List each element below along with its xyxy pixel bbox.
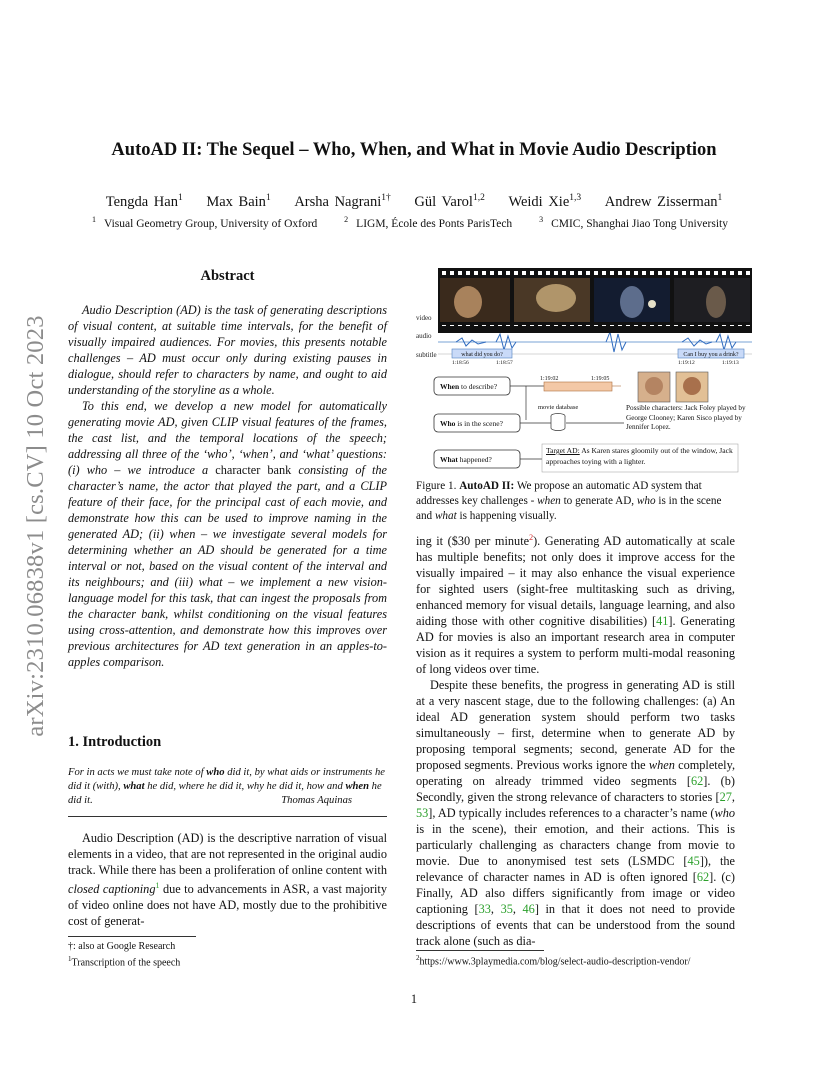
video-frames [440, 278, 750, 322]
citation-link[interactable]: 27 [719, 790, 732, 805]
subtitle-timestamp: 1:18:56 [452, 360, 469, 366]
subtitle-track-label: subtitle [416, 351, 437, 359]
page-number: 1 [410, 992, 418, 1006]
footnote-rule [68, 936, 196, 937]
target-ad: Target AD: As Karen stares gloomily out of the window, Jack approaches toying with a lighter. [546, 446, 733, 466]
section-heading-introduction: 1. Introduction [68, 734, 162, 750]
arxiv-sidebar [14, 286, 58, 766]
segment-end-time: 1:19:05 [591, 376, 610, 382]
intro-paragraph: Audio Description (AD) is the descriptive narration of visual elements in a video, that are not represented in the original audio track. While there has been a proliferation of online content with closed captioning$^1$ due to advancements in ASR, a vast majority of video online does not have AD, mostly due to the prohibitive cost of generat- [68, 831, 387, 929]
citation-link[interactable]: 62 [690, 774, 704, 789]
who-box [434, 404, 752, 438]
affiliation: $^2$ LIGM, École des Ponts ParisTech [344, 215, 513, 230]
abstract-heading: Abstract [200, 268, 255, 284]
subtitle-timestamp: 1:19:12 [678, 360, 695, 366]
footnote-rule [416, 950, 544, 951]
footnotes-left [68, 940, 387, 969]
movie-database-label: movie database [538, 404, 579, 411]
affiliation: $^1$ Visual Geometry Group, University of Oxford [92, 215, 318, 230]
abstract-paragraph: To this end, we develop a new model for automatically generating movie AD, given CLIP visual features of the frames, the cast list, and the temporal locations of the speech; addressing all three of the ‘who’, ‘when’, and ‘what’ questions: (i) who – we introduce a character bank consisting of the character’s name, the actor that played the part, and a CLIP feature of their face, for the principal cast of each movie, and demonstrate how this can be used to improve naming in the generated AD; (ii) when – we investigate several models for determining whether an AD should be generated for a time interval or not, based on the visual content of the interval and its neighbours; and (iii) what – we implement a new vision-language model for this task, that can ingest the proposals from the character bank, whilst conditioning on the visual features using cross-attention, and demonstrate how this improves over previous architectures for AD text generation in an apples-to-apples comparison. [68, 399, 388, 669]
subtitle-text: what did you do? [461, 352, 503, 358]
subtitle-timestamp: 1:18:57 [496, 360, 513, 366]
author: Arsha Nagrani$^{1\dagger}$ [294, 193, 391, 210]
svg-text:When to describe?: When to describe? [440, 382, 498, 391]
citation-link[interactable]: 46 [522, 902, 535, 917]
figure-1 [416, 268, 752, 474]
segment-start-time: 1:19:02 [540, 376, 559, 382]
subtitle-track [438, 349, 752, 366]
epigraph-author: Thomas Aquinas [281, 795, 352, 806]
footnote: †: also at Google Research [68, 941, 176, 952]
body-paragraph: ing it ($30 per minute$^2$). Generating AD automatically at scale has multiple benefits; not only does it improve access for the visually impaired – it may also enhance the visual experience for sighted users (sight-free multitasking such as driving, enhanced memory for visual details, language learning, and also aiding those with other cognitive disabilities) [41]. Generating AD for movies is also an important research area in computer vision as it requires a system to perform multi-modal reasoning of long videos over time. [416, 533, 736, 677]
intro-body [68, 830, 387, 929]
arxiv-id: arXiv:2310.06838v1 [cs.CV] 10 Oct 2023 [22, 315, 49, 737]
footnote-url[interactable]: https://www.3playmedia.com/blog/select-audio-description-vendor/ [419, 956, 691, 968]
citation-link[interactable]: 35 [500, 902, 513, 917]
citation-link[interactable]: 33 [478, 902, 491, 917]
affiliation: $^3$ CMIC, Shanghai Jiao Tong University [539, 215, 728, 230]
figure-caption: Figure 1. AutoAD II: We propose an automatic AD system that addresses key challenges - when to generate AD, who is in the scene and what is happening visually. [416, 480, 722, 522]
footnote: $^2$https://www.3playmedia.com/blog/select-audio-description-vendor/ [416, 954, 691, 968]
citation-link[interactable]: 41 [656, 614, 669, 629]
body-paragraph: Despite these benefits, the progress in generating AD is still at a very nascent stage, due to the following challenges: (a) An ideal AD generation system should perform two tasks simultaneously – first, determine when to generate AD by proposing temporal segments; second, generate AD for the proposed segments. Previous works ignore the when completely, operating on already trimmed video segments [62]. (b) Secondly, given the strong relevance of characters to stories [27, 53], AD typically includes references to a character’s name (who is in the scene), their emotion, and their actions. This is particularly challenging as characters change from movie to movie. Due to anonymised test sets (LSMDC [45]), the relevance of character names in AD is often ignored [62]. (c) Finally, AD also differs significantly from image or video captioning [33, 35, 46] in that it does not need to provide descriptions of events that can be understood from the sound track alone (such as dia- [416, 678, 736, 949]
author: Max Bain$^1$ [206, 193, 271, 210]
author-list [0, 193, 828, 211]
author: Gül Varol$^{1,2}$ [414, 193, 485, 210]
author: Andrew Zisserman$^1$ [604, 193, 723, 210]
right-column-body [416, 530, 735, 949]
predicted-ad-segment [544, 382, 612, 391]
film-strip [438, 268, 752, 332]
citation-link[interactable]: 53 [416, 806, 429, 821]
video-track-label: video [416, 314, 432, 322]
citation-link[interactable]: 45 [687, 854, 700, 869]
citation-link[interactable]: 62 [696, 870, 710, 885]
possible-characters: Possible characters: Jack Foley played by George Clooney; Karen Sisco played by Jennifer Lopez. [626, 404, 746, 432]
abstract-body [68, 302, 387, 670]
svg-text:Who is in the scene?: Who is in the scene? [440, 419, 503, 428]
subtitle-timestamp: 1:19:13 [722, 360, 739, 366]
author: Tengda Han$^1$ [105, 193, 183, 210]
author: Weidi Xie$^{1,3}$ [508, 193, 582, 210]
svg-text:What happened?: What happened? [440, 455, 492, 464]
epigraph: For in acts we must take note of who did it, by what aids or instruments he did it (with), what he did, where he did it, why he did it, how and when he did it. Thomas Aquinas [68, 766, 387, 808]
database-icon [551, 414, 565, 431]
abstract-paragraph: Audio Description (AD) is the task of generating descriptions of visual content, at suitable time intervals, for the benefit of visually impaired audiences. For movies, this presents notable challenges – AD must occur only during existing pauses in dialogue, should refer to characters by name, and ought to aid understanding of the storyline as a whole. [68, 303, 387, 397]
what-box [434, 444, 738, 472]
affiliations [0, 215, 828, 230]
epigraph-rule [68, 816, 387, 817]
footnote: $^1$Transcription of the speech [68, 955, 181, 969]
audio-track-label: audio [416, 332, 432, 340]
paper-title: AutoAD II: The Sequel – Who, When, and What in Movie Audio Description [111, 140, 717, 160]
subtitle-text: Can I buy you a drink? [683, 352, 739, 358]
when-box [434, 376, 621, 420]
